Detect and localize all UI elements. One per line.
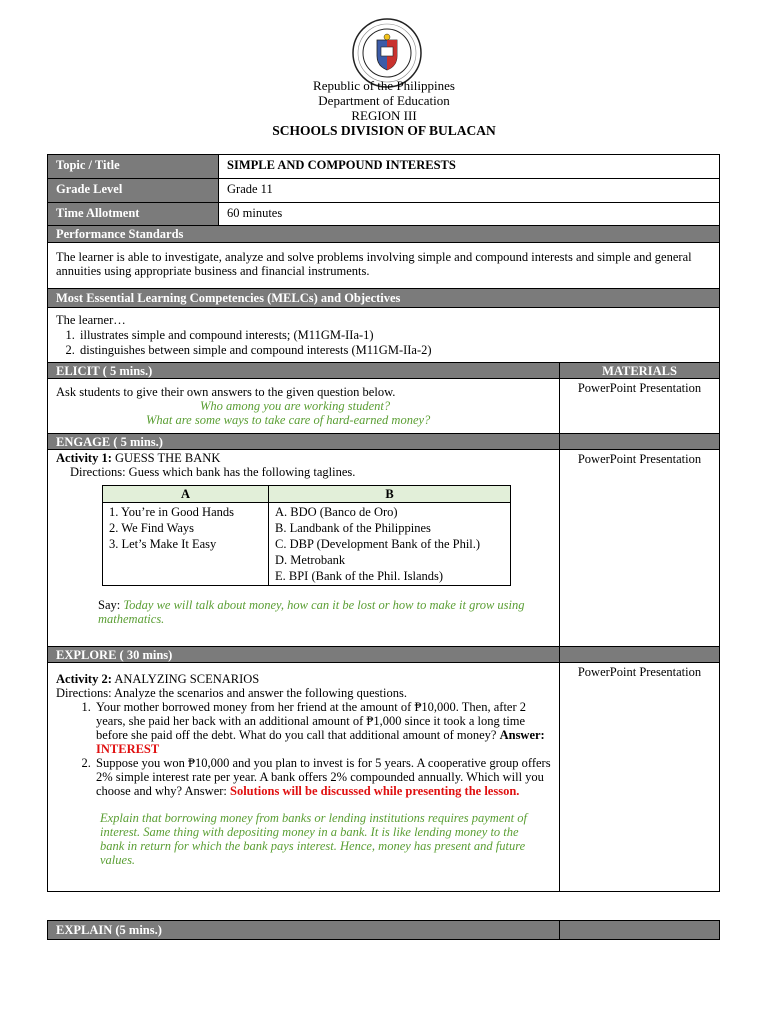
elicit-heading-row bbox=[48, 363, 719, 379]
time-value: 60 minutes bbox=[227, 206, 283, 220]
performance-text: The learner is able to investigate, analyze and solve problems involving simple and compound interests and simple and general annuities using appropriate business and financial instruments. bbox=[48, 243, 719, 289]
elicit-content bbox=[48, 379, 560, 433]
header-department: Department of Education bbox=[318, 93, 450, 108]
activity-2-title: ANALYZING SCENARIOS bbox=[114, 672, 260, 686]
elicit-row bbox=[48, 379, 719, 434]
topic-row bbox=[48, 155, 719, 179]
activity-1-label: Activity 1: bbox=[56, 451, 112, 465]
melcs-list bbox=[56, 328, 711, 358]
question-1-text: Your mother borrowed money from her friend at the amount of ₱10,000. Then, after 2 years, she paid her back with an additional amount of ₱1,000 since it took a long time before she paid off the debt. What do you call that additional amount of money? bbox=[96, 700, 526, 742]
tagline-a-item: 3. Let’s Make It Easy bbox=[109, 537, 217, 551]
explore-heading-row bbox=[48, 647, 719, 663]
melcs-item: 1. illustrates simple and compound interests; (M11GM-IIa-1) bbox=[78, 328, 711, 343]
explore-directions: Directions: Analyze the scenarios and answer the following questions. bbox=[56, 686, 407, 700]
engage-row bbox=[48, 450, 719, 647]
grade-value: Grade 11 bbox=[227, 182, 273, 196]
tagline-b-item: E. BPI (Bank of the Phil. Islands) bbox=[275, 569, 444, 583]
engage-heading: ENGAGE ( 5 mins.) bbox=[48, 434, 560, 449]
tagline-col-a: A bbox=[103, 486, 269, 503]
melcs-block bbox=[48, 308, 719, 363]
header-region: REGION III bbox=[351, 108, 417, 123]
tagline-b-cell bbox=[269, 503, 511, 586]
elicit-heading: ELICIT ( 5 mins.) bbox=[48, 363, 560, 378]
explore-content bbox=[48, 663, 560, 891]
explore-material: PowerPoint Presentation bbox=[577, 665, 702, 679]
explain-heading-row bbox=[47, 920, 720, 940]
melcs-intro: The learner… bbox=[56, 313, 126, 327]
time-row bbox=[48, 203, 719, 226]
question-2-answer: Solutions will be discussed while presenting the lesson. bbox=[230, 784, 520, 798]
lesson-plan-table bbox=[47, 154, 720, 892]
explore-question-2 bbox=[94, 756, 551, 798]
explore-question-1 bbox=[94, 700, 551, 756]
time-label: Time Allotment bbox=[48, 203, 219, 225]
engage-heading-row bbox=[48, 434, 719, 450]
activity-1-title: GUESS THE BANK bbox=[115, 451, 221, 465]
elicit-instruction: Ask students to give their own answers to the given question below. bbox=[56, 385, 396, 399]
header-republic: Republic of the Philippines bbox=[313, 78, 455, 93]
tagline-col-b: B bbox=[269, 486, 511, 503]
tagline-a-cell bbox=[103, 503, 269, 586]
tagline-a-item: 2. We Find Ways bbox=[109, 521, 195, 535]
materials-heading: MATERIALS bbox=[602, 364, 677, 378]
elicit-material: PowerPoint Presentation bbox=[577, 381, 702, 395]
explore-row bbox=[48, 663, 719, 892]
explore-heading: EXPLORE ( 30 mins) bbox=[48, 647, 560, 662]
explore-questions bbox=[56, 700, 551, 798]
grade-label: Grade Level bbox=[48, 179, 219, 202]
tagline-a-item: 1. You’re in Good Hands bbox=[109, 505, 234, 519]
explain-heading: EXPLAIN (5 mins.) bbox=[48, 921, 560, 939]
explore-explain-note: Explain that borrowing money from banks or lending institutions requires payment of interest. Same thing with depositing money in a bank. It is like lending money to the bank in return for which the bank pays interest. Hence, money has present and future values. bbox=[100, 811, 527, 867]
tagline-b-item: B. Landbank of the Philippines bbox=[275, 521, 431, 535]
header-division: SCHOOLS DIVISION OF BULACAN bbox=[272, 123, 496, 138]
engage-material: PowerPoint Presentation bbox=[577, 452, 702, 466]
grade-row bbox=[48, 179, 719, 203]
question-2-text: Suppose you won ₱10,000 and you plan to invest is for 5 years. A cooperative group offers 2% simple interest rate per year. A bank offers 2% compounded annually. Which will you choose and why? Answer: bbox=[96, 756, 551, 798]
say-text: Today we will talk about money, how can it be lost or how to make it grow using mathematics. bbox=[98, 598, 525, 626]
topic-label: Topic / Title bbox=[48, 155, 219, 178]
melcs-item: 2. distinguishes between simple and compound interests (M11GM-IIa-2) bbox=[78, 343, 711, 358]
question-1-answer-label: Answer: bbox=[499, 728, 545, 742]
tagline-b-item: C. DBP (Development Bank of the Phil.) bbox=[275, 537, 481, 551]
elicit-question-2: What are some ways to take care of hard-earned money? bbox=[146, 413, 431, 427]
topic-value: SIMPLE AND COMPOUND INTERESTS bbox=[227, 158, 456, 172]
activity-2-label: Activity 2: bbox=[56, 672, 112, 686]
engage-content bbox=[48, 450, 560, 646]
tagline-b-item: D. Metrobank bbox=[275, 553, 346, 567]
tagline-b-item: A. BDO (Banco de Oro) bbox=[275, 505, 398, 519]
question-1-answer: INTEREST bbox=[96, 742, 160, 756]
performance-heading: Performance Standards bbox=[48, 226, 719, 243]
engage-directions: Directions: Guess which bank has the following taglines. bbox=[70, 465, 356, 479]
elicit-question-1: Who among you are working student? bbox=[200, 399, 391, 413]
engage-say bbox=[98, 598, 551, 626]
tagline-table bbox=[102, 485, 511, 586]
melcs-heading: Most Essential Learning Competencies (MELCs) and Objectives bbox=[48, 289, 719, 308]
say-label: Say: bbox=[98, 598, 121, 612]
